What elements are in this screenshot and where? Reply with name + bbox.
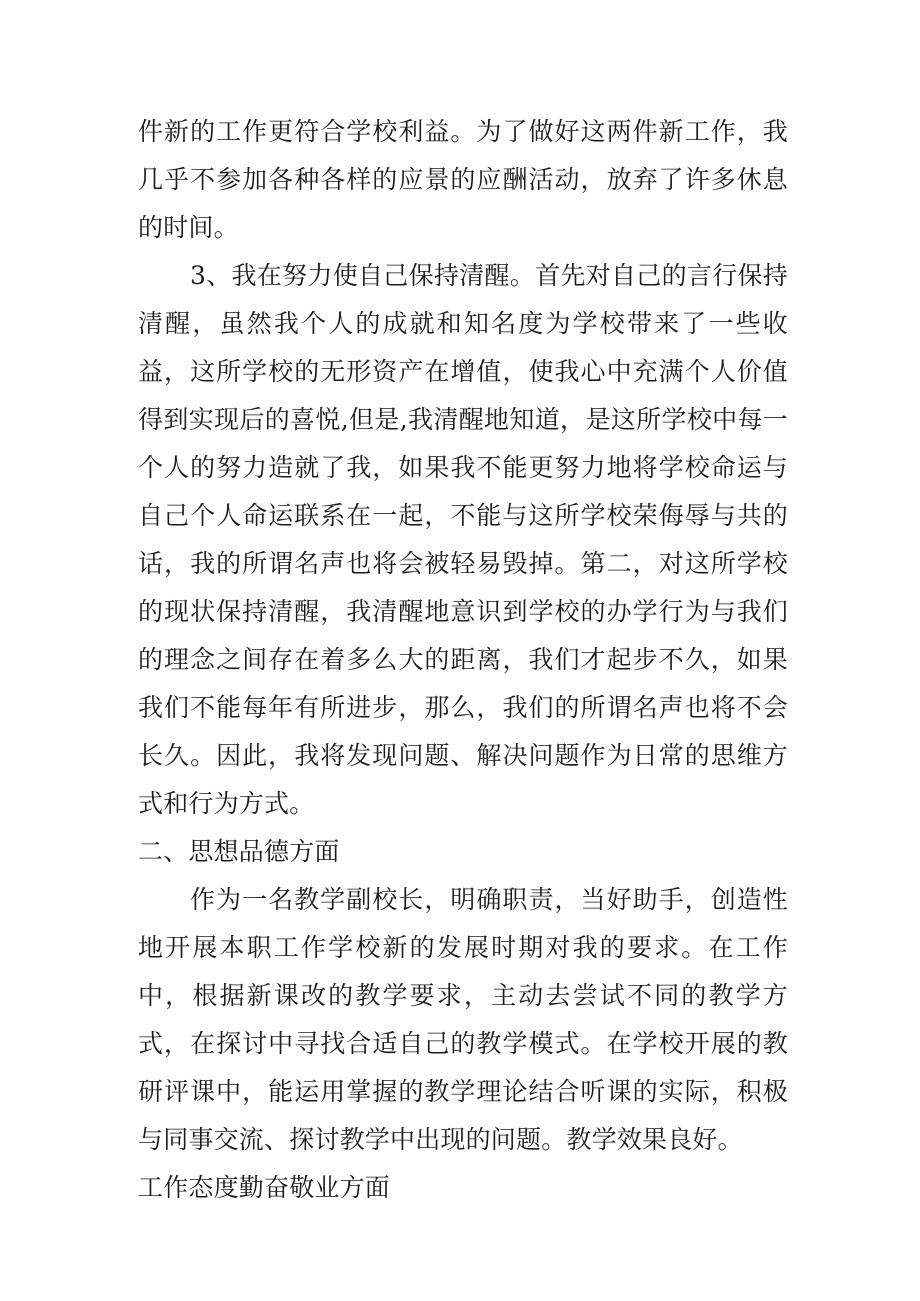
section-heading-moral: 二、思想品德方面 <box>138 837 340 866</box>
section-heading-work-attitude: 工作态度勤奋敬业方面 <box>138 1173 391 1202</box>
paragraph-vice-principal: 作为一名教学副校长，明确职责，当好助手，创造性地开展本职工作学校新的发展时期对我的要求。在工作中，根据新课改的教学要求，主动去尝试不同的教学方式，在探讨中寻找合适自己的教学模式。在学校开展的教研评课中，能运用掌握的教学理论结合听课的实际，积极与同事交流、探讨教学中出现的问题。教学效果良好。 <box>138 885 788 1154</box>
document-body <box>138 108 788 1212</box>
paragraph-stay-clear: 3、我在努力使自己保持清醒。首先对自己的言行保持清醒，虽然我个人的成就和知名度为学校带来了一些收益，这所学校的无形资产在增值，使我心中充满个人价值得到实现后的喜悦,但是,我清醒地知道，是这所学校中每一个人的努力造就了我，如果我不能更努力地将学校命运与自己个人命运联系在一起，不能与这所学校荣侮辱与共的话，我的所谓名声也将会被轻易毁掉。第二，对这所学校的现状保持清醒，我清醒地意识到学校的办学行为与我们的理念之间存在着多么大的距离，我们才起步不久，如果我们不能每年有所进步，那么，我们的所谓名声也将不会长久。因此，我将发现问题、解决问题作为日常的思维方式和行为方式。 <box>138 261 788 818</box>
paragraph-continuation: 件新的工作更符合学校利益。为了做好这两件新工作，我几乎不参加各种各样的应景的应酬活动，放弃了许多休息的时间。 <box>138 117 788 242</box>
